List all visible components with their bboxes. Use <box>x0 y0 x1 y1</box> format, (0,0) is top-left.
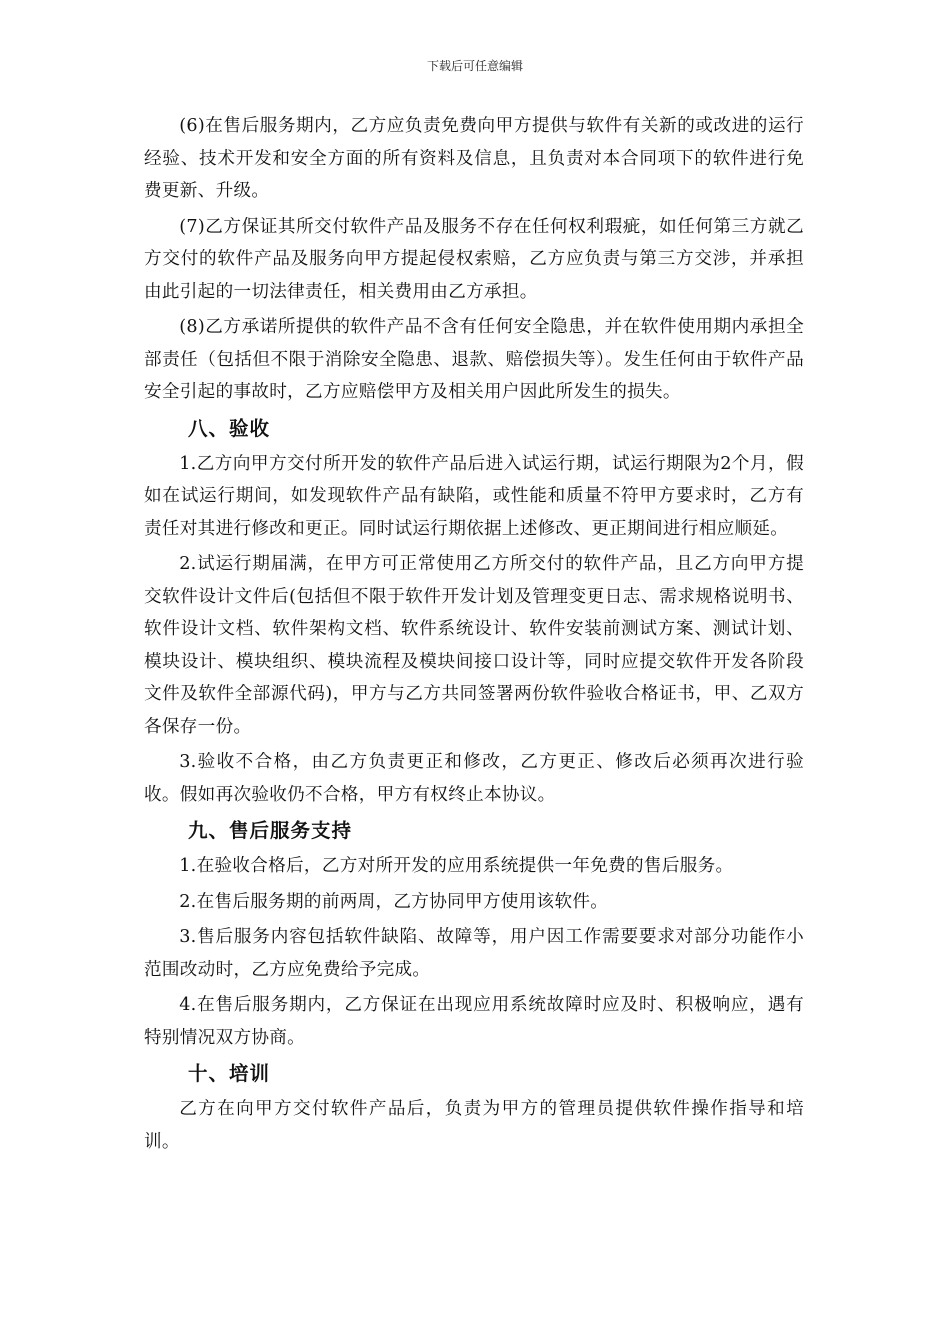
section-heading-after-sales: 九、售后服务支持 <box>188 819 353 842</box>
document-body <box>144 110 804 1161</box>
paragraph-6: (6)在售后服务期内，乙方应负责免费向甲方提供与软件有关新的或改进的运行经验、技术开发和安全方面的所有资料及信息，且负责对本合同项下的软件进行免费更新、升级。 <box>144 116 804 201</box>
after-sales-paragraph-1: 1.在验收合格后，乙方对所开发的应用系统提供一年免费的售后服务。 <box>179 856 734 876</box>
training-paragraph-1: 乙方在向甲方交付软件产品后，负责为甲方的管理员提供软件操作指导和培训。 <box>144 1099 804 1152</box>
section-heading-training: 十、培训 <box>188 1062 271 1085</box>
acceptance-paragraph-1: 1.乙方向甲方交付所开发的软件产品后进入试运行期，试运行期限为2个月，假如在试运行期间，如发现软件产品有缺陷，或性能和质量不符甲方要求时，乙方有责任对其进行修改和更正。同时试运行期依据上述修改、更正期间进行相应顺延。 <box>144 453 804 539</box>
page-header: 下载后可任意编辑 <box>426 59 523 73</box>
paragraph-7: (7)乙方保证其所交付软件产品及服务不存在任何权利瑕疵，如任何第三方就乙方交付的软件产品及服务向甲方提起侵权索赔，乙方应负责与第三方交涉，并承担由此引起的一切法律责任，相关费用由乙方承担。 <box>144 216 804 302</box>
acceptance-paragraph-2: 2.试运行期届满，在甲方可正常使用乙方所交付的软件产品，且乙方向甲方提交软件设计文件后(包括但不限于软件开发计划及管理变更日志、需求规格说明书、软件设计文档、软件架构文档、软件系统设计、软件安装前测试方案、测试计划、模块设计、模块组织、模块流程及模块间接口设计等，同时应提交软件开发各阶段文件及软件全部源代码)，甲方与乙方共同签署两份软件验收合格证书，甲、乙双方各保存一份。 <box>144 554 804 737</box>
acceptance-paragraph-3: 3.验收不合格，由乙方负责更正和修改，乙方更正、修改后必须再次进行验收。假如再次验收仍不合格，甲方有权终止本协议。 <box>144 752 804 805</box>
after-sales-paragraph-3: 3.售后服务内容包括软件缺陷、故障等，用户因工作需要要求对部分功能作小范围改动时，乙方应免费给予完成。 <box>144 927 804 980</box>
after-sales-paragraph-4: 4.在售后服务期内，乙方保证在出现应用系统故障时应及时、积极响应，遇有特别情况双方协商。 <box>144 995 804 1048</box>
after-sales-paragraph-2: 2.在售后服务期的前两周，乙方协同甲方使用该软件。 <box>179 891 609 912</box>
paragraph-8: (8)乙方承诺所提供的软件产品不含有任何安全隐患，并在软件使用期内承担全部责任（包括但不限于消除安全隐患、退款、赔偿损失等）。发生任何由于软件产品安全引起的事故时，乙方应赔偿甲方及相关用户因此所发生的损失。 <box>144 317 804 402</box>
section-heading-acceptance: 八、验收 <box>188 416 271 440</box>
